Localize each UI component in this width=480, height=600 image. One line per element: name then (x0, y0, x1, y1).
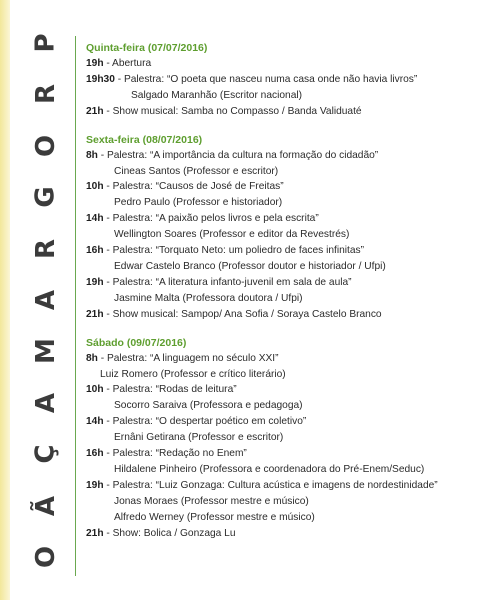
speaker-line: Alfredo Werney (Professor mestre e músico) (114, 511, 315, 523)
schedule (86, 40, 476, 541)
speaker-line: Luiz Romero (Professor e crítico literário) (100, 368, 286, 380)
schedule-row: 14h - Palestra: “A paixão pelos livros e pela escrita” (86, 213, 319, 225)
title-letter: R (31, 238, 61, 259)
schedule-row: 21h - Show musical: Sampop/ Ana Sofia / Soraya Castelo Branco (86, 308, 382, 320)
title-letter: Ç (31, 444, 61, 464)
title-letter: O (30, 134, 61, 157)
title-letter: P (31, 33, 61, 53)
title-letter: G (31, 186, 61, 208)
speaker-line: Edwar Castelo Branco (Professor doutor e historiador / Ufpi) (114, 260, 386, 272)
title-letter: M (31, 338, 61, 365)
schedule-row: 14h - Palestra: “O despertar poético em coletivo” (86, 416, 307, 428)
speaker-line: Salgado Maranhão (Escritor nacional) (131, 89, 303, 101)
day-title: Quinta-feira (07/07/2016) (86, 42, 208, 54)
schedule-row: 19h30 - Palestra: “O poeta que nasceu numa casa onde não havia livros” (86, 73, 418, 85)
title-letter: O (30, 545, 61, 568)
speaker-line: Pedro Paulo (Professor e historiador) (114, 197, 283, 209)
speaker-line: Socorro Saraiva (Professora e pedagoga) (114, 400, 303, 412)
schedule-row: 19h - Abertura (86, 58, 152, 69)
schedule-row: 8h - Palestra: “A linguagem no século XXI” (86, 352, 279, 364)
title-letter: R (31, 84, 61, 105)
schedule-row: 21h - Show musical: Samba no Compasso / Banda Validuaté (86, 105, 362, 117)
speaker-line: Wellington Soares (Professor e editor da Revestrés) (114, 229, 350, 241)
speaker-line: Jonas Moraes (Professor mestre e músico) (114, 495, 309, 507)
title-letter: A (31, 289, 61, 311)
schedule-row: 16h - Palestra: “Redação no Enem” (86, 448, 247, 460)
schedule-row: 19h - Palestra: “A literatura infanto-juvenil em sala de aula” (86, 276, 352, 288)
schedule-row: 19h - Palestra: “Luiz Gonzaga: Cultura acústica e imagens de nordestinidade” (86, 479, 438, 491)
schedule-row: 21h - Show: Bolica / Gonzaga Lu (86, 527, 236, 539)
title-letter: Ã (31, 495, 61, 516)
schedule-row: 10h - Palestra: “Rodas de leitura” (86, 384, 237, 396)
speaker-line: Cineas Santos (Professor e escritor) (114, 165, 279, 177)
speaker-line: Jasmine Malta (Professora doutora / Ufpi) (114, 292, 303, 304)
day-title: Sexta-feira (08/07/2016) (86, 133, 203, 146)
left-color-strip (0, 0, 10, 600)
vertical-title (22, 30, 70, 570)
speaker-line: Hildalene Pinheiro (Professora e coordenadora do Pré-Enem/Seduc) (114, 463, 425, 475)
speaker-line: Ernâni Getirana (Professor e escritor) (114, 432, 284, 444)
schedule-row: 8h - Palestra: “A importância da cultura na formação do cidadão” (86, 149, 379, 161)
title-letter: A (31, 392, 61, 413)
schedule-row: 10h - Palestra: “Causos de José de Freitas” (86, 181, 284, 193)
schedule-row: 16h - Palestra: “Torquato Neto: um poliedro de faces infinitas” (86, 245, 365, 257)
day-title: Sábado (09/07/2016) (86, 336, 187, 349)
vertical-divider (75, 36, 76, 576)
